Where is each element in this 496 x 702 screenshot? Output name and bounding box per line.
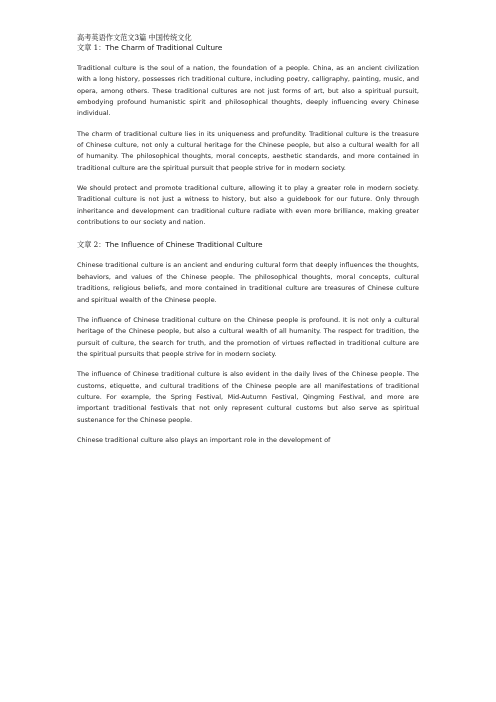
section-2-title: The Influence of Chinese Traditional Culture	[105, 240, 263, 250]
section-2-paragraph-4: Chinese traditional culture also plays an important role in the development of	[77, 435, 331, 444]
section-2-paragraph-2: The influence of Chinese traditional culture on the Chinese people is profound. It is not only a cultural heritage of the Chinese people, but also a cultural wealth of all humanity. The respect for tradition, the pursuit of culture, the search for truth, and the promotion of virtues reflected in traditional culture are the spiritual pursuits that people strive for in modern society.	[77, 315, 419, 358]
section-2-heading	[77, 240, 419, 250]
section-2-paragraph-1: Chinese traditional culture is an ancient and enduring cultural form that deeply influences the thoughts, behaviors, and values of the Chinese people. The philosophical thoughts, moral concepts, cultural traditions, religious beliefs, and more contained in traditional culture are treasures of Chinese culture and spiritual wealth of the Chinese people.	[77, 261, 419, 304]
document-title: 高考英语作文范文3篇 中国传统文化	[77, 33, 192, 42]
section-1-paragraph-3: We should protect and promote traditional culture, allowing it to play a greater role in modern society. Traditional culture is not just a witness to history, but also a guidebook for our future. Only through inheritance and development can traditional culture radiate with even more brilliance, making greater contributions to our society and nation.	[77, 184, 419, 227]
section-2-paragraph-3: The influence of Chinese traditional culture is also evident in the daily lives of the Chinese people. The customs, etiquette, and cultural traditions of the Chinese people are all manifestations of traditional culture. For example, the Spring Festival, Mid-Autumn Festival, Qingming Festival, and more are important traditional festivals that not only represent cultural customs but also serve as spiritual sustenance for the Chinese people.	[77, 370, 419, 424]
section-2-label: 文章 2：	[77, 240, 106, 250]
section-1-heading	[77, 43, 419, 53]
section-1-paragraph-2: The charm of traditional culture lies in its uniqueness and profundity. Traditional culture is the treasure of Chinese culture, not only a cultural heritage for the Chinese people, but also a cultural wealth for all of humanity. The philosophical thoughts, moral concepts, aesthetic standards, and more contained in traditional culture are the spiritual pursuit that people strive for in modern society.	[77, 129, 419, 172]
section-1-title: The Charm of Traditional Culture	[105, 43, 223, 52]
document-body	[77, 33, 419, 446]
section-1-label: 文章 1：	[77, 43, 106, 52]
section-1-paragraph-1: Traditional culture is the soul of a nation, the foundation of a people. China, as an ancient civilization with a long history, possesses rich traditional culture, including poetry, calligraphy, painting, music, and opera, among others. These traditional cultures are not just forms of art, but also a spiritual pursuit, embodying profound humanistic spirit and philosophical thoughts, deeply influencing every Chinese individual.	[77, 64, 419, 118]
